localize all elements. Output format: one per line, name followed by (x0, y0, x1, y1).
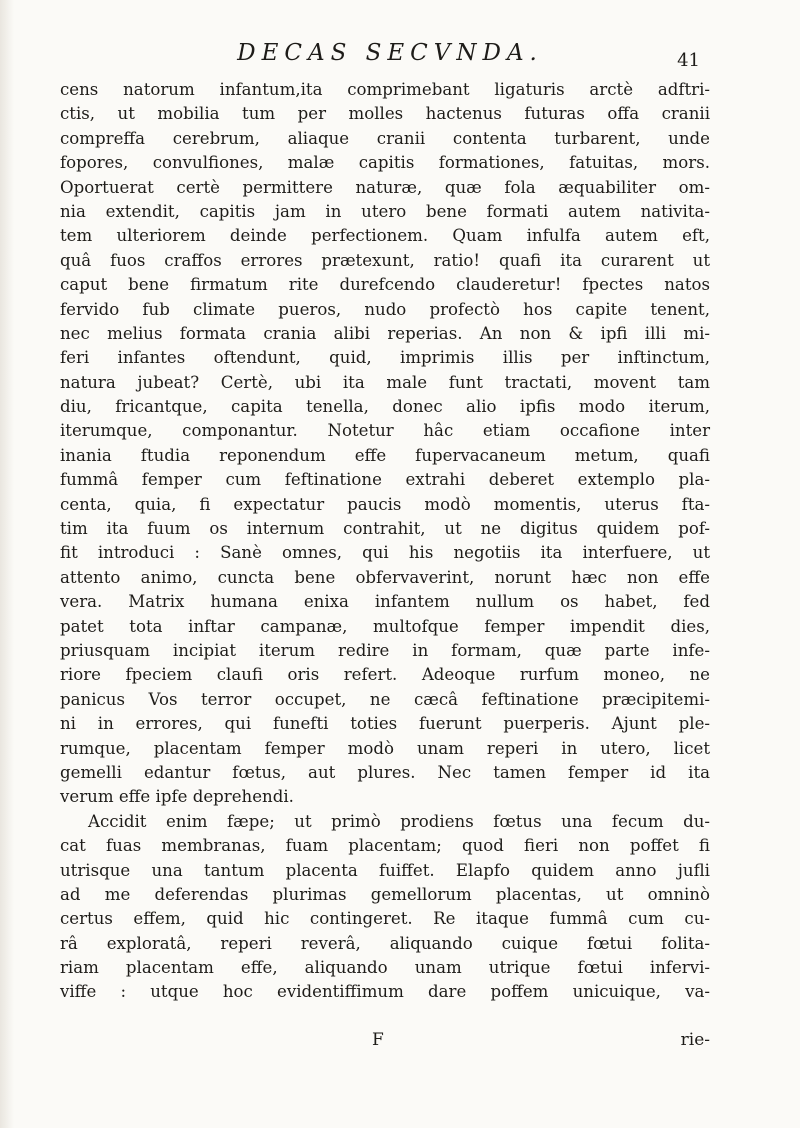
page-footer (60, 1030, 710, 1060)
text-line: nia extendit, capitis jam in utero bene formati autem nativita- (60, 201, 710, 221)
text-line: viffe : utque hoc evidentiffimum dare poffem unicuique, va- (60, 982, 710, 1002)
text-line: ni in errores, qui funefti toties fuerunt puerperis. Ajunt ple- (60, 714, 710, 734)
text-line: fummâ femper cum feftinatione extrahi deberet extemplo pla- (60, 470, 710, 490)
text-line: inania ftudia reponendum effe fupervacaneum metum, quafi (60, 445, 710, 465)
catchword: rie- (680, 1030, 710, 1050)
paragraph-end-line: verum effe ipfe deprehendi. (60, 787, 294, 807)
text-line: ad me deferendas plurimas gemellorum placentas, ut omninò (60, 884, 710, 904)
text-line: fit introduci : Sanè omnes, qui his negotiis ita interfuere, ut (60, 543, 710, 563)
text-line: riam placentam effe, aliquando unam utrique fœtui infervi- (60, 958, 710, 978)
text-line: panicus Vos terror occupet, ne cæcâ feftinatione præcipitemi- (60, 689, 710, 709)
text-line: centa, quia, fi expectatur paucis modò momentis, uterus fta- (60, 494, 710, 514)
text-line: tem ulteriorem deinde perfectionem. Quam infulfa autem eft, (60, 226, 710, 246)
text-line: fervido fub climate pueros, nudo profectò hos capite tenent, (60, 299, 710, 319)
text-line: compreffa cerebrum, aliaque cranii contenta turbarent, unde (60, 128, 710, 148)
paragraph-start-line: Accidit enim fæpe; ut primò prodiens fœtus una fecum du- (88, 811, 710, 831)
text-line: utrisque una tantum placenta fuiffet. Elapfo quidem anno jufli (60, 860, 710, 880)
text-line: natura jubeat? Certè, ubi ita male funt tractati, movent tam (60, 372, 710, 392)
text-line: feri infantes oftendunt, quid, imprimis illis per inftinctum, (60, 348, 710, 368)
text-line: certus effem, quid hic contingeret. Re itaque fummâ cum cu- (60, 909, 710, 929)
page-header (60, 40, 700, 74)
text-line: riore fpeciem claufi oris refert. Adeoque rurfum moneo, ne (60, 665, 710, 685)
signature-mark: F (372, 1030, 384, 1050)
text-line: nec melius formata crania alibi reperias. An non & ipfi illi mi- (60, 323, 710, 343)
text-line: quâ fuos craffos errores prætexunt, ratio! quafi ita curarent ut (60, 250, 710, 270)
running-head: DECAS SECVNDA. (237, 40, 543, 66)
text-line: iterumque, componantur. Notetur hâc etiam occafione inter (60, 421, 710, 441)
body-text (60, 78, 710, 1005)
text-line: diu, fricantque, capita tenella, donec alio ipfis modo iterum, (60, 397, 710, 417)
page-number: 41 (677, 50, 700, 71)
text-line: cens natorum infantum,ita comprimebant ligaturis arctè adftri- (60, 80, 710, 99)
text-line: cat fuas membranas, fuam placentam; quod fieri non poffet fi (60, 836, 710, 856)
text-line: Oportuerat certè permittere naturæ, quæ fola æquabiliter om- (60, 177, 710, 197)
text-line: râ exploratâ, reperi reverâ, aliquando cuique fœtui folita- (60, 933, 710, 953)
text-line: rumque, placentam femper modò unam reperi in utero, licet (60, 738, 710, 758)
text-line: ctis, ut mobilia tum per molles hactenus futuras offa cranii (60, 104, 710, 124)
text-line: vera. Matrix humana enixa infantem nullum os habet, fed (60, 592, 710, 612)
text-line: gemelli edantur fœtus, aut plures. Nec tamen femper id ita (60, 762, 710, 782)
page-gutter-shadow (0, 0, 14, 1128)
text-line: attento animo, cuncta bene obfervaverint, norunt hæc non effe (60, 567, 710, 587)
text-line: patet tota inftar campanæ, multofque femper impendit dies, (60, 616, 710, 636)
text-line: fopores, convulfiones, malæ capitis formationes, fatuitas, mors. (60, 153, 710, 173)
text-line: caput bene firmatum rite durefcendo clauderetur! fpectes natos (60, 275, 710, 295)
text-line: priusquam incipiat iterum redire in formam, quæ parte infe- (60, 640, 710, 660)
text-line: tim ita fuum os internum contrahit, ut ne digitus quidem pof- (60, 519, 710, 539)
